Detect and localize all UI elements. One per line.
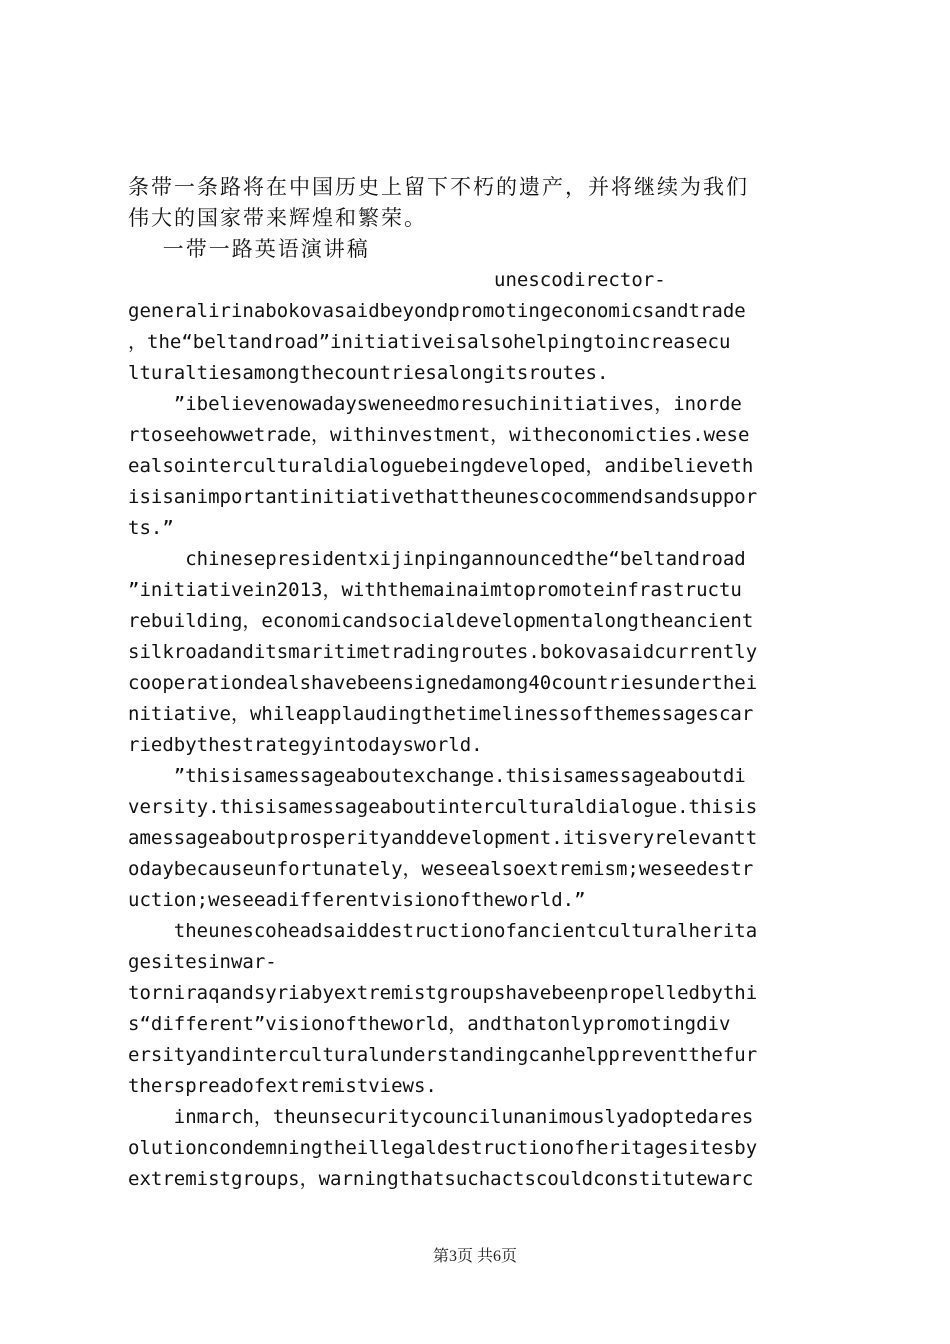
text-line: generalirinabokovasaidbeyondpromotingeconomicsandtrade bbox=[128, 300, 746, 322]
text-line: s“different”visionoftheworld，andthatonlypromotingdiv bbox=[128, 1013, 731, 1035]
text-line: gesitesinwar- bbox=[128, 951, 277, 973]
text-line: chinesepresidentxijinpingannouncedthe“beltandroad bbox=[128, 548, 746, 570]
text-line: torniraqandsyriabyextremistgroupshavebeenpropelledbythi bbox=[128, 982, 758, 1004]
text-line: extremistgroups，warningthatsuchactscouldconstitutewarc bbox=[128, 1168, 754, 1190]
text-line: lturaltiesamongthecountriesalongitsroutes. bbox=[128, 362, 609, 384]
text-line: olutioncondemningtheillegaldestructionofheritagesitesby bbox=[128, 1137, 758, 1159]
page-number-footer: 第3页 共6页 bbox=[432, 1248, 517, 1265]
text-line: ”thisisamessageaboutexchange.thisisamessageaboutdi bbox=[128, 765, 746, 787]
text-line: versity.thisisamessageaboutinterculturaldialogue.thisis bbox=[128, 796, 758, 818]
text-line: isisanimportantinitiativethattheunescocommendsandsuppor bbox=[128, 486, 758, 508]
text-line: amessageaboutprosperityanddevelopment.itisveryrelevantt bbox=[128, 827, 758, 849]
text-line: nitiative，whileapplaudingthetimelinessofthemessagescar bbox=[128, 703, 754, 725]
text-line: therspreadofextremistviews. bbox=[128, 1075, 437, 1097]
text-line: ts.” bbox=[128, 517, 174, 539]
text-line: ”ibelievenowadaysweneedmoresuchinitiatives，inorde bbox=[128, 393, 742, 415]
text-line: riedbythestrategyintodaysworld. bbox=[128, 734, 483, 756]
speech-title: 一带一路英语演讲稿 bbox=[128, 237, 370, 261]
body-text bbox=[128, 172, 828, 1195]
text-line: uction;weseeadifferentvisionoftheworld.” bbox=[128, 889, 586, 911]
text-line: inmarch，theunsecuritycouncilunanimouslyadoptedares bbox=[128, 1106, 754, 1128]
text-line: ersityandinterculturalunderstandingcanhelppreventthefur bbox=[128, 1044, 758, 1066]
text-line: ”initiativein2013，withthemainaimtopromoteinfrastructu bbox=[128, 579, 742, 601]
text-line: theunescoheadsaiddestructionofancientculturalherita bbox=[128, 920, 758, 942]
text-line: cooperationdealshavebeensignedamong40countriesunderthei bbox=[128, 672, 758, 694]
text-line: odaybecauseunfortunately，weseealsoextremism;weseedestr bbox=[128, 858, 754, 880]
text-line: unescodirector- bbox=[128, 269, 666, 291]
text-line: rtoseehowwetrade，withinvestment，witheconomicties.wese bbox=[128, 424, 750, 446]
text-line: ealsointerculturaldialoguebeingdeveloped，andibelieveth bbox=[128, 455, 754, 477]
text-line: 条带一条路将在中国历史上留下不朽的遗产，并将继续为我们 bbox=[128, 175, 749, 199]
text-line: 伟大的国家带来辉煌和繁荣。 bbox=[128, 206, 427, 230]
text-line: silkroadanditsmaritimetradingroutes.bokovasaidcurrently bbox=[128, 641, 758, 663]
text-line: ，the“beltandroad”initiativeisalsohelpingtoincreasecu bbox=[128, 331, 731, 353]
text-line: rebuilding，economicandsocialdevelopmentalongtheancient bbox=[128, 610, 754, 632]
